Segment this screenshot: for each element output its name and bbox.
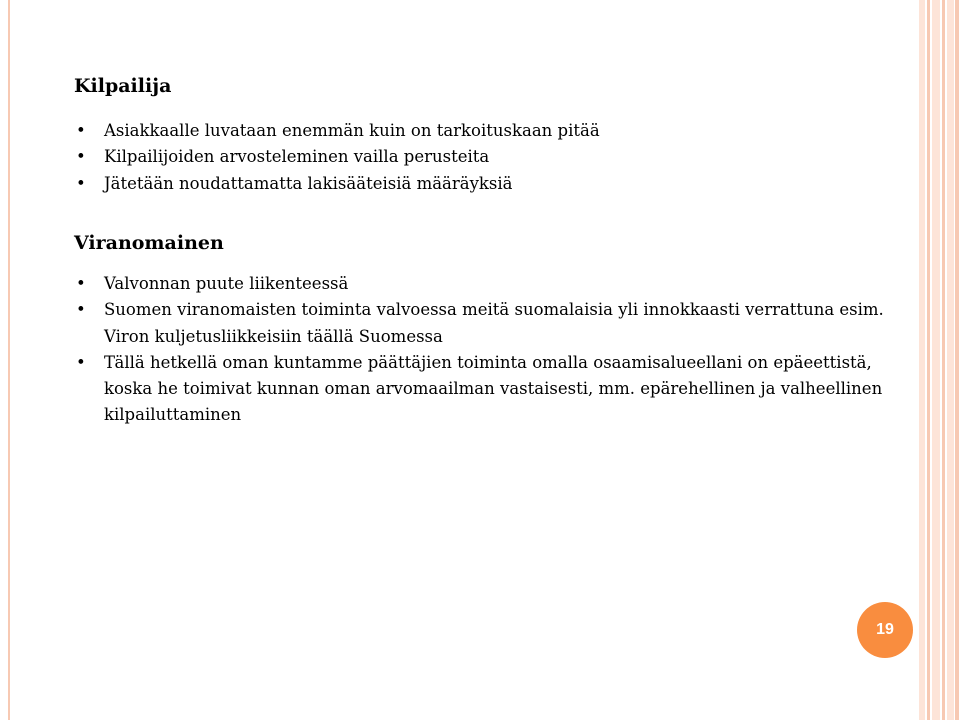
stripe	[947, 0, 954, 720]
bullet-icon: •	[76, 121, 86, 140]
bullet-icon: •	[76, 300, 86, 320]
right-decorative-stripes	[919, 0, 959, 720]
list-item	[74, 171, 894, 197]
list-item-text: Jätetään noudattamatta lakisääteisiä määräyksiä	[104, 173, 513, 193]
list-item	[74, 297, 894, 350]
bullet-list	[74, 118, 894, 197]
bullet-icon: •	[76, 147, 86, 167]
page-number-badge: 19	[857, 602, 913, 658]
list-item	[74, 350, 894, 429]
bullet-icon: •	[76, 274, 86, 293]
left-border-line	[8, 0, 10, 720]
section-viranomainen	[74, 231, 894, 429]
section-heading: Viranomainen	[74, 232, 224, 254]
section-heading: Kilpailija	[74, 75, 172, 97]
stripe	[927, 0, 930, 720]
list-item	[74, 271, 894, 297]
stripe	[942, 0, 945, 720]
bullet-icon: •	[76, 173, 86, 193]
list-item-text: Valvonnan puute liikenteessä	[104, 274, 349, 293]
list-item	[74, 118, 894, 144]
stripe	[932, 0, 940, 720]
bullet-icon: •	[76, 352, 86, 372]
list-item-text: Asiakkaalle luvataan enemmän kuin on tarkoituskaan pitää	[104, 121, 600, 140]
section-kilpailija	[74, 74, 894, 197]
list-item-text: Suomen viranomaisten toiminta valvoessa meitä suomalaisia yli innokkaasti verrattuna esim. Viron kuljetusliikkeisiin täällä Suomessa	[104, 300, 884, 346]
list-item-text: Kilpailijoiden arvosteleminen vailla perusteita	[104, 147, 490, 167]
list-item-text: Tällä hetkellä oman kuntamme päättäjien toiminta omalla osaamisalueellani on epäeettistä, koska he toimivat kunnan oman arvomaailman vastaisesti, mm. epärehellinen ja valheellinen kilpailuttaminen	[104, 352, 883, 425]
stripe	[919, 0, 925, 720]
bullet-list	[74, 271, 894, 429]
stripe	[955, 0, 959, 720]
list-item	[74, 144, 894, 170]
